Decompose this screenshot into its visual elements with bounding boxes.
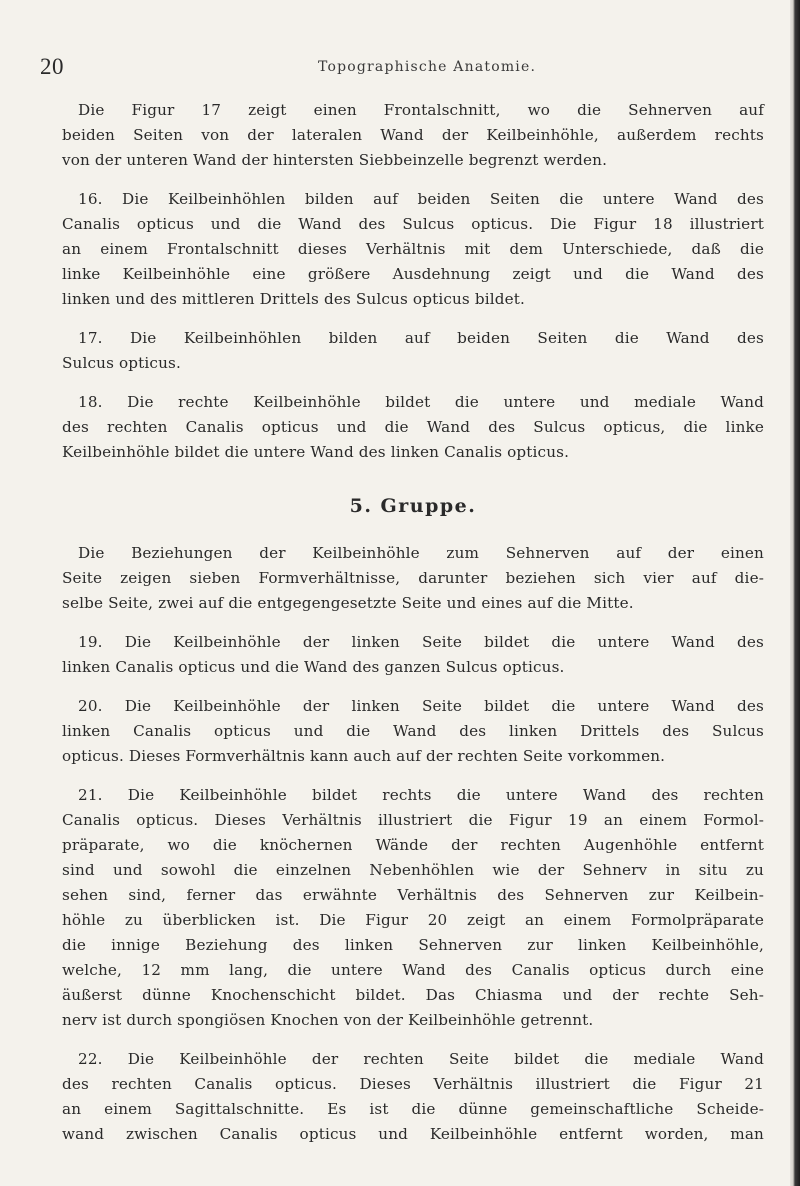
text-line: linken und des mittleren Drittels des Sulcus opticus bildet. xyxy=(62,290,525,308)
text-line: sehen sind, ferner das erwähnte Verhältnis des Sehnerven zur Keilbein- xyxy=(62,886,764,904)
text-line: Canalis opticus. Dieses Verhältnis illustriert die Figur 19 an einem Formol- xyxy=(62,811,764,829)
text-line: linke Keilbeinhöhle eine größere Ausdehnung zeigt und die Wand des xyxy=(62,265,764,283)
text-line: Die Beziehungen der Keilbeinhöhle zum Sehnerven auf der einen xyxy=(78,544,764,562)
text-line: Keilbeinhöhle bildet die untere Wand des linken Canalis opticus. xyxy=(62,443,570,461)
text-line: opticus. Dieses Formverhältnis kann auch auf der rechten Seite vorkommen. xyxy=(62,747,666,765)
page-number: 20 xyxy=(40,54,64,79)
text-line: an einem Frontalschnitt dieses Verhältnis mit dem Unterschiede, daß die xyxy=(62,240,764,258)
running-head: Topographische Anatomie. xyxy=(318,59,537,75)
text-line: Die Figur 17 zeigt einen Frontalschnitt, wo die Sehnerven auf xyxy=(78,101,764,119)
paragraph-group-1 xyxy=(62,98,764,465)
text-line: des rechten Canalis opticus und die Wand des Sulcus opticus, die linke xyxy=(62,418,764,436)
text-line: wand zwischen Canalis opticus und Keilbeinhöhle entfernt worden, man xyxy=(62,1125,764,1143)
paragraph xyxy=(62,630,764,680)
text-line: nerv ist durch spongiösen Knochen von der Keilbeinhöhle getrennt. xyxy=(62,1011,594,1029)
text-line: 17. Die Keilbeinhöhlen bilden auf beiden Seiten die Wand des xyxy=(78,329,764,347)
text-line: Sulcus opticus. xyxy=(62,354,181,372)
paragraph xyxy=(62,1047,764,1147)
text-line: von der unteren Wand der hintersten Siebbeinzelle begrenzt werden. xyxy=(62,151,608,169)
text-line: an einem Sagittalschnitte. Es ist die dünne gemeinschaftliche Scheide- xyxy=(62,1100,764,1118)
page-header xyxy=(0,54,790,80)
section-title: 5. Gruppe. xyxy=(349,495,477,517)
text-line: des rechten Canalis opticus. Dieses Verhältnis illustriert die Figur 21 xyxy=(62,1075,764,1093)
text-line: selbe Seite, zwei auf die entgegengesetzte Seite und eines auf die Mitte. xyxy=(62,594,634,612)
text-line: 21. Die Keilbeinhöhle bildet rechts die untere Wand des rechten xyxy=(78,786,764,804)
text-line: äußerst dünne Knochenschicht bildet. Das Chiasma und der rechte Seh- xyxy=(62,986,764,1004)
paragraph-group-2 xyxy=(62,541,764,1147)
paragraph xyxy=(62,783,764,1033)
text-line: linken Canalis opticus und die Wand des ganzen Sulcus opticus. xyxy=(62,658,565,676)
text-line: Canalis opticus und die Wand des Sulcus opticus. Die Figur 18 illustriert xyxy=(62,215,764,233)
text-line: 16. Die Keilbeinhöhlen bilden auf beiden Seiten die untere Wand des xyxy=(78,190,764,208)
paragraph xyxy=(62,541,764,616)
text-line: die innige Beziehung des linken Sehnerven zur linken Keilbeinhöhle, xyxy=(62,936,764,954)
text-line: linken Canalis opticus und die Wand des linken Drittels des Sulcus xyxy=(62,722,764,740)
text-line: 20. Die Keilbeinhöhle der linken Seite bildet die untere Wand des xyxy=(78,697,764,715)
paragraph xyxy=(62,98,764,173)
paragraph xyxy=(62,694,764,769)
page-edge xyxy=(790,0,800,1186)
text-line: 19. Die Keilbeinhöhle der linken Seite bildet die untere Wand des xyxy=(78,633,764,651)
paragraph xyxy=(62,326,764,376)
text-line: präparate, wo die knöchernen Wände der rechten Augenhöhle entfernt xyxy=(62,836,764,854)
paragraph xyxy=(62,187,764,312)
text-line: 18. Die rechte Keilbeinhöhle bildet die untere und mediale Wand xyxy=(78,393,764,411)
text-line: welche, 12 mm lang, die untere Wand des Canalis opticus durch eine xyxy=(62,961,764,979)
paragraph xyxy=(62,390,764,465)
text-line: beiden Seiten von der lateralen Wand der Keilbeinhöhle, außerdem rechts xyxy=(62,126,764,144)
text-line: sind und sowohl die einzelnen Nebenhöhlen wie der Sehnerv in situ zu xyxy=(62,861,764,879)
text-line: 22. Die Keilbeinhöhle der rechten Seite bildet die mediale Wand xyxy=(78,1050,764,1068)
text-line: höhle zu überblicken ist. Die Figur 20 zeigt an einem Formolpräparate xyxy=(62,911,764,929)
text-line: Seite zeigen sieben Formverhältnisse, darunter beziehen sich vier auf die- xyxy=(62,569,764,587)
body-text xyxy=(62,98,764,1161)
